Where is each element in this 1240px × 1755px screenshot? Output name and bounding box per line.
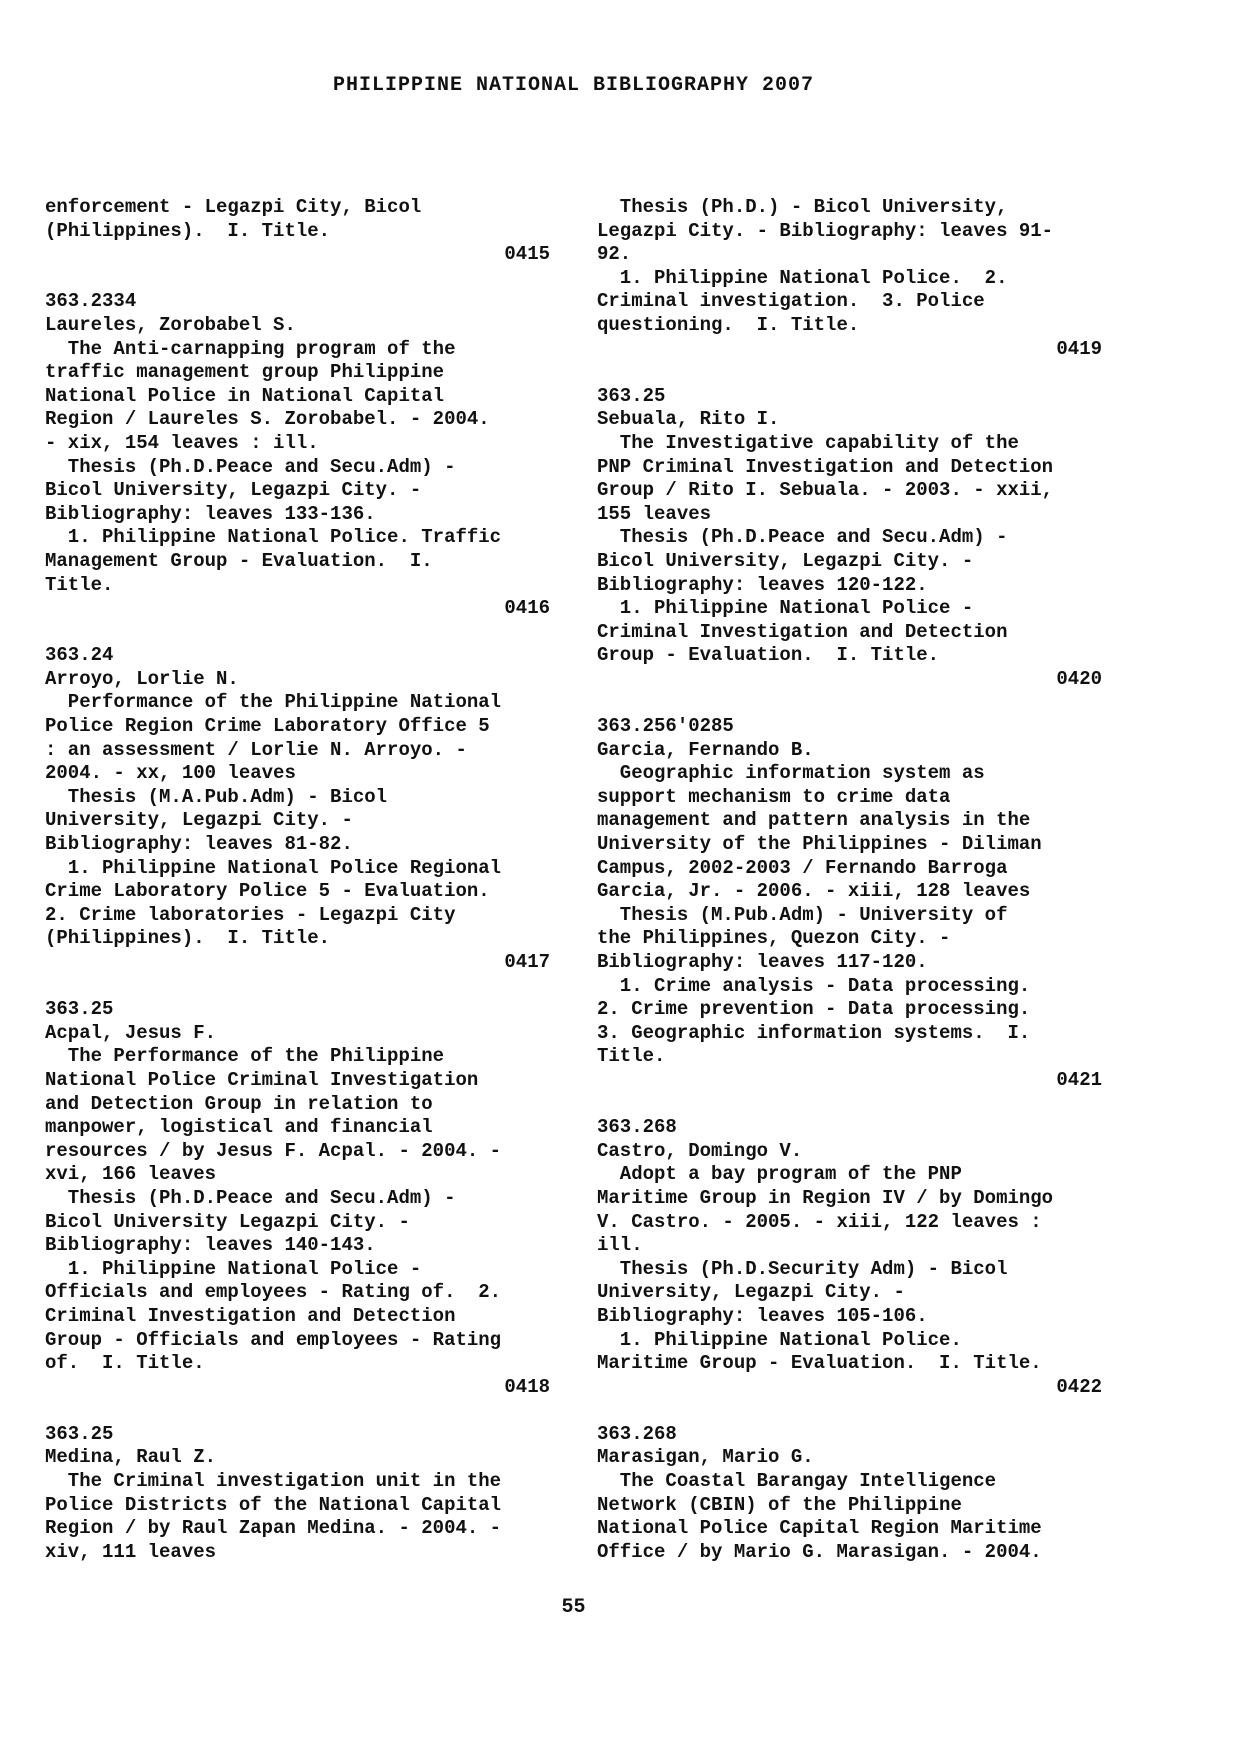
- page-header: PHILIPPINE NATIONAL BIBLIOGRAPHY 2007: [332, 74, 815, 97]
- text-line: of. I. Title.: [45, 1352, 205, 1375]
- text-line: Management Group - Evaluation. I.: [45, 549, 433, 572]
- text-line: Group / Rito I. Sebuala. - 2003. - xxii,: [597, 479, 1054, 502]
- text-line: 363.24: [45, 644, 114, 667]
- text-line: Castro, Domingo V.: [597, 1139, 803, 1162]
- text-line: Thesis (Ph.D.Security Adm) - Bicol: [597, 1257, 1008, 1280]
- left-column: [45, 196, 550, 1564]
- text-line: - xix, 154 leaves : ill.: [45, 431, 319, 454]
- text-line: 1. Philippine National Police. 2.: [597, 266, 1008, 289]
- text-line: Officials and employees - Rating of. 2.: [45, 1281, 502, 1304]
- text-line: Marasigan, Mario G.: [597, 1446, 814, 1469]
- text-line: Maritime Group in Region IV / by Domingo: [597, 1186, 1054, 1209]
- text-line: Campus, 2002-2003 / Fernando Barroga: [597, 856, 1008, 879]
- text-line: Bicol University, Legazpi City. -: [597, 549, 974, 572]
- text-line: Maritime Group - Evaluation. I. Title.: [597, 1352, 1042, 1375]
- text-line: Bibliography: leaves 81-82.: [45, 833, 353, 856]
- text-line: 363.2334: [45, 290, 137, 313]
- text-line: Garcia, Fernando B.: [597, 738, 814, 761]
- entry-spacer: [45, 621, 550, 645]
- text-line: Bibliography: leaves 120-122.: [597, 573, 928, 596]
- text-line: Laureles, Zorobabel S.: [45, 313, 296, 336]
- text-line: 2004. - xx, 100 leaves: [45, 762, 296, 785]
- entry-number: 0415: [504, 243, 550, 266]
- entry-number: 0417: [504, 951, 550, 973]
- text-line: Geographic information system as: [597, 762, 985, 785]
- text-line: support mechanism to crime data: [597, 785, 951, 808]
- text-line: Criminal Investigation and Detection: [45, 1304, 456, 1327]
- text-line: 1. Philippine National Police -: [45, 1257, 422, 1280]
- entry-number: 0420: [1056, 667, 1102, 690]
- text-line: 363.25: [45, 1422, 114, 1445]
- text-line: 1. Philippine National Police -: [597, 597, 974, 620]
- text-line: Performance of the Philippine National: [45, 691, 502, 714]
- text-line: The Anti-carnapping program of the: [45, 337, 456, 360]
- text-line: 92.: [597, 243, 632, 266]
- entry-number: 0416: [504, 597, 550, 620]
- text-line: Criminal investigation. 3. Police: [597, 290, 985, 313]
- text-line: xiv, 111 leaves: [45, 1540, 217, 1563]
- text-line: 1. Philippine National Police.: [597, 1328, 962, 1351]
- text-line: Region / Laureles S. Zorobabel. - 2004.: [45, 408, 490, 431]
- text-line: 363.25: [597, 384, 666, 407]
- text-line: 1. Philippine National Police. Traffic: [45, 526, 502, 549]
- text-line: Title.: [597, 1045, 666, 1068]
- text-line: 363.268: [597, 1422, 677, 1445]
- text-line: Arroyo, Lorlie N.: [45, 667, 239, 690]
- text-line: Thesis (Ph.D.) - Bicol University,: [597, 196, 1008, 218]
- text-line: Adopt a bay program of the PNP: [597, 1163, 962, 1186]
- text-line: (Philippines). I. Title.: [45, 927, 331, 950]
- text-line: enforcement - Legazpi City, Bicol: [45, 196, 422, 218]
- text-line: Network (CBIN) of the Philippine: [597, 1493, 962, 1516]
- text-line: (Philippines). I. Title.: [45, 219, 331, 242]
- text-line: Crime Laboratory Police 5 - Evaluation.: [45, 880, 490, 903]
- text-line: University, Legazpi City. -: [45, 809, 353, 832]
- entry-spacer: [45, 267, 550, 291]
- page-number: 55: [561, 1596, 586, 1619]
- text-line: 363.256'0285: [597, 715, 734, 738]
- text-line: 1. Crime analysis - Data processing.: [597, 974, 1031, 997]
- text-line: Region / by Raul Zapan Medina. - 2004. -: [45, 1517, 502, 1540]
- text-line: Medina, Raul Z.: [45, 1446, 217, 1469]
- text-line: questioning. I. Title.: [597, 313, 860, 336]
- text-line: management and pattern analysis in the: [597, 809, 1031, 832]
- text-line: Thesis (M.A.Pub.Adm) - Bicol: [45, 785, 388, 808]
- text-line: Bicol University Legazpi City. -: [45, 1210, 410, 1233]
- text-line: traffic management group Philippine: [45, 361, 445, 384]
- right-column: [597, 196, 1102, 1564]
- text-line: 1. Philippine National Police Regional: [45, 856, 502, 879]
- text-line: Office / by Mario G. Marasigan. - 2004.: [597, 1540, 1042, 1563]
- entry-spacer: [597, 1399, 1102, 1423]
- text-line: and Detection Group in relation to: [45, 1092, 433, 1115]
- text-line: The Investigative capability of the: [597, 431, 1019, 454]
- text-line: Group - Officials and employees - Rating: [45, 1328, 502, 1351]
- text-line: Bibliography: leaves 140-143.: [45, 1234, 376, 1257]
- text-line: National Police Capital Region Maritime: [597, 1517, 1042, 1540]
- text-line: Title.: [45, 573, 114, 596]
- text-line: Bibliography: leaves 133-136.: [45, 502, 376, 525]
- entry-spacer: [45, 975, 550, 999]
- text-line: 363.268: [597, 1116, 677, 1139]
- text-line: PNP Criminal Investigation and Detection: [597, 455, 1054, 478]
- text-line: Legazpi City. - Bibliography: leaves 91-: [597, 219, 1054, 242]
- text-line: Thesis (Ph.D.Peace and Secu.Adm) -: [597, 526, 1008, 549]
- text-line: Bibliography: leaves 105-106.: [597, 1304, 928, 1327]
- text-line: Criminal Investigation and Detection: [597, 620, 1008, 643]
- text-line: : an assessment / Lorlie N. Arroyo. -: [45, 738, 467, 761]
- text-line: The Criminal investigation unit in the: [45, 1470, 502, 1493]
- entry-spacer: [597, 361, 1102, 385]
- entry-spacer: [597, 1093, 1102, 1117]
- text-line: Bibliography: leaves 117-120.: [597, 951, 928, 973]
- text-line: Police Region Crime Laboratory Office 5: [45, 715, 490, 738]
- text-line: Bicol University, Legazpi City. -: [45, 479, 422, 502]
- text-line: Acpal, Jesus F.: [45, 1021, 217, 1044]
- text-line: ill.: [597, 1234, 643, 1257]
- entry-spacer: [597, 691, 1102, 715]
- text-line: The Coastal Barangay Intelligence: [597, 1470, 997, 1493]
- text-line: 2. Crime prevention - Data processing.: [597, 998, 1031, 1021]
- text-line: V. Castro. - 2005. - xiii, 122 leaves :: [597, 1210, 1042, 1233]
- text-line: University, Legazpi City. -: [597, 1281, 905, 1304]
- text-line: Thesis (Ph.D.Peace and Secu.Adm) -: [45, 455, 456, 478]
- entry-number: 0418: [504, 1375, 550, 1398]
- text-line: National Police in National Capital: [45, 384, 445, 407]
- text-line: 363.25: [45, 998, 114, 1021]
- text-line: manpower, logistical and financial: [45, 1116, 433, 1139]
- entry-number: 0421: [1056, 1068, 1102, 1091]
- text-line: 2. Crime laboratories - Legazpi City: [45, 903, 456, 926]
- text-line: the Philippines, Quezon City. -: [597, 927, 951, 950]
- text-line: resources / by Jesus F. Acpal. - 2004. -: [45, 1139, 502, 1162]
- text-line: Garcia, Jr. - 2006. - xiii, 128 leaves: [597, 880, 1031, 903]
- text-line: Thesis (M.Pub.Adm) - University of: [597, 903, 1008, 926]
- text-line: Sebuala, Rito I.: [597, 408, 780, 431]
- text-line: Thesis (Ph.D.Peace and Secu.Adm) -: [45, 1186, 456, 1209]
- text-line: Group - Evaluation. I. Title.: [597, 644, 940, 667]
- text-line: 3. Geographic information systems. I.: [597, 1021, 1031, 1044]
- text-line: National Police Criminal Investigation: [45, 1068, 479, 1091]
- text-line: University of the Philippines - Diliman: [597, 833, 1042, 856]
- entry-number: 0422: [1056, 1375, 1102, 1398]
- text-line: xvi, 166 leaves: [45, 1163, 217, 1186]
- text-line: 155 leaves: [597, 502, 712, 525]
- entry-spacer: [45, 1399, 550, 1423]
- entry-number: 0419: [1056, 337, 1102, 360]
- text-line: The Performance of the Philippine: [45, 1045, 445, 1068]
- text-line: Police Districts of the National Capital: [45, 1493, 502, 1516]
